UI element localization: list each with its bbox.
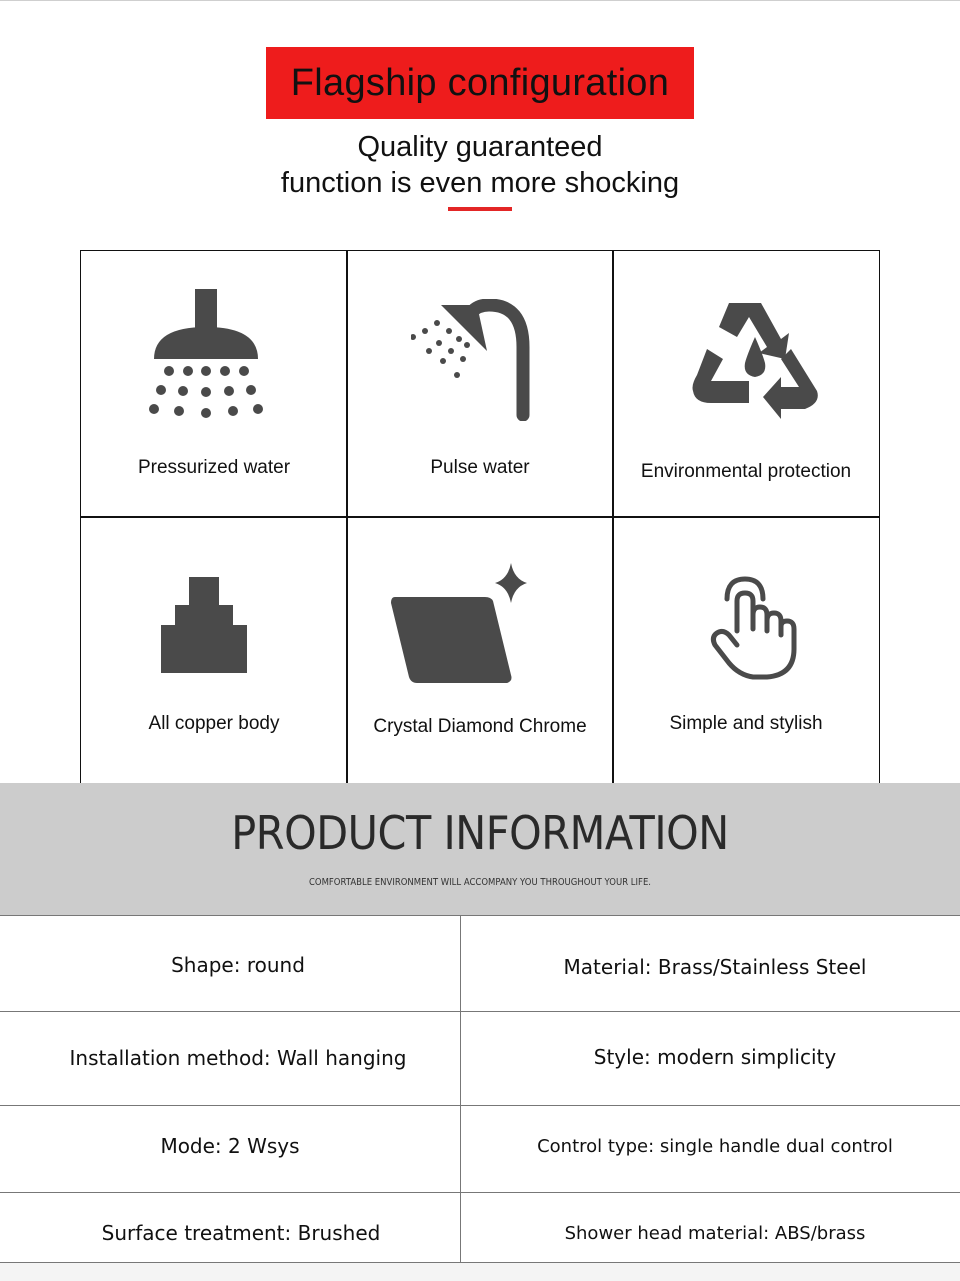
feature-pulse-water [346,250,614,518]
spec-divider [0,1011,960,1012]
feature-simple-and-stylish [612,516,880,784]
spec-control-type: Control type: single handle dual control [537,1136,893,1157]
subtitle-line-1: Quality guaranteed [357,131,603,163]
touch-hand-icon [709,575,799,681]
spec-shower-head-material: Shower head material: ABS/brass [564,1223,866,1244]
hand-shower-icon [411,299,541,421]
spec-surface-treatment: Surface treatment: Brushed [101,1221,381,1245]
spec-table [0,915,960,1263]
feature-grid [80,250,880,784]
feature-label: Pressurized water [137,457,291,478]
feature-label: Crystal Diamond Chrome [373,716,587,737]
feature-environmental-protection [612,250,880,518]
feature-crystal-diamond-chrome [346,516,614,784]
feature-label: Simple and stylish [669,713,823,734]
subtitle-line-2: function is even more shocking [280,167,680,199]
banner-title: Flagship configuration [290,61,670,104]
feature-label: Environmental protection [640,461,852,482]
feature-label: Pulse water [430,457,530,478]
spec-divider [0,915,960,916]
feature-all-copper-body [80,516,348,784]
spec-mode: Mode: 2 Wsys [160,1134,300,1158]
spec-divider [0,1105,960,1106]
chrome-sparkle-icon [387,561,537,691]
spec-installation-method: Installation method: Wall hanging [69,1046,407,1070]
spec-divider [0,1192,960,1193]
product-info-subtitle: COMFORTABLE ENVIRONMENT WILL ACCOMPANY YOU THROUGHOUT YOUR LIFE. [308,877,652,888]
spec-style: Style: modern simplicity [593,1045,837,1069]
bottom-strip [0,1263,960,1281]
top-divider [0,0,960,1]
shower-head-icon [141,287,271,421]
spec-shape: Shape: round [171,953,305,977]
recycle-water-drop-icon [689,297,821,425]
copper-body-icon [159,575,249,675]
accent-underline [448,207,512,211]
product-info-title: PRODUCT INFORMATION [231,806,729,860]
spec-material: Material: Brass/Stainless Steel [563,955,867,979]
feature-label: All copper body [148,713,280,734]
feature-pressurized-water [80,250,348,518]
flagship-banner [266,47,694,119]
